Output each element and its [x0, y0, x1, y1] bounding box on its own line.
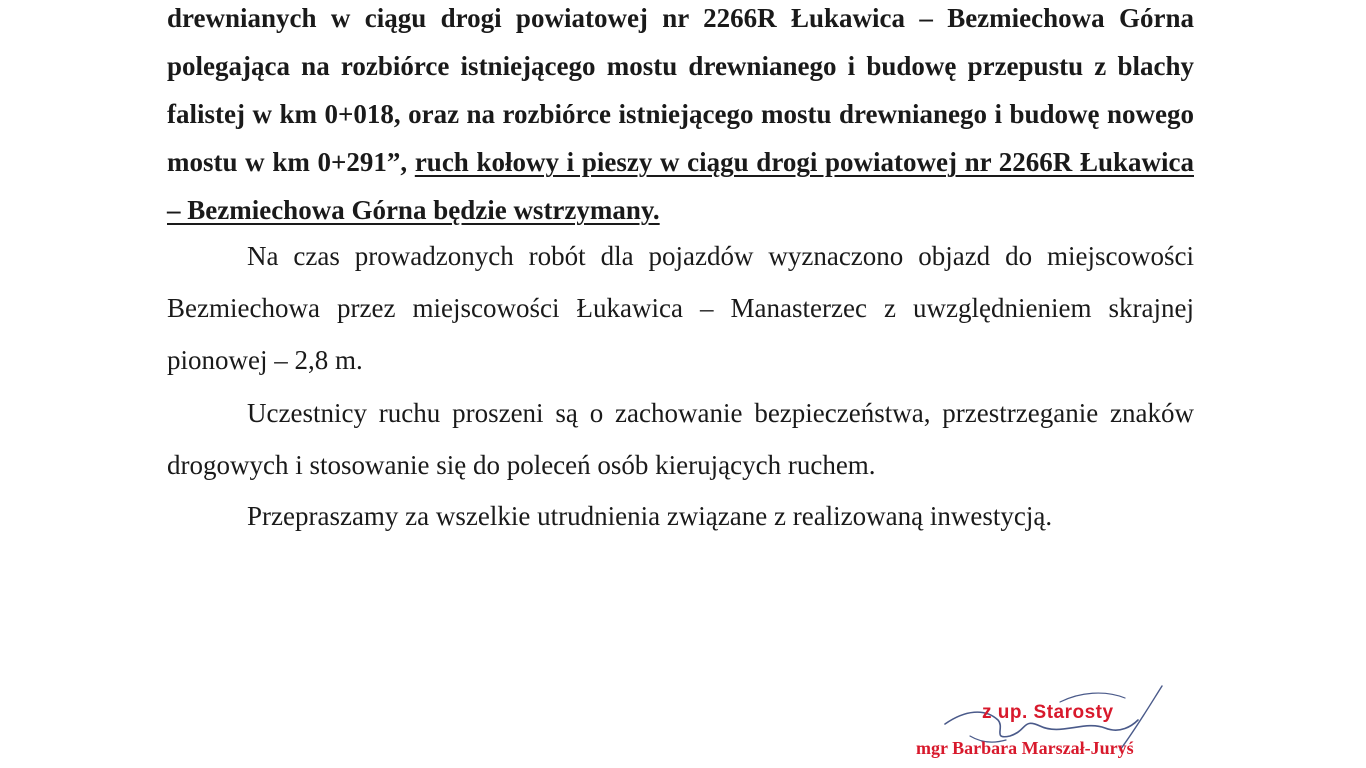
bold-paragraph-underlined-text: ruch kołowy i pieszy w ciągu drogi powiatowej nr 2266R Łukawica – Bezmiechowa Górna będzie wstrzymany.	[167, 147, 1194, 225]
official-stamp	[910, 680, 1170, 768]
detour-paragraph: Na czas prowadzonych robót dla pojazdów wyznaczono objazd do miejscowości Bezmiechowa przez miejscowości Łukawica – Manasterzec z uwzględnieniem skrajnej pionowej – 2,8 m.	[167, 241, 1194, 375]
stamp-name-line: mgr Barbara Marszał-Juryś	[916, 738, 1134, 758]
safety-paragraph: Uczestnicy ruchu proszeni są o zachowanie bezpieczeństwa, przestrzeganie znaków drogowych i stosowanie się do poleceń osób kierujących ruchem.	[167, 398, 1194, 480]
bold-paragraph	[167, 0, 1194, 234]
apology-paragraph: Przepraszamy za wszelkie utrudnienia związane z realizowaną inwestycją.	[247, 501, 1053, 531]
bold-paragraph-text: drewnianych w ciągu drogi powiatowej nr 2266R Łukawica – Bezmiechowa Górna polegająca na rozbiórce istniejącego mostu drewnianego i budowę przepustu z blachy falistej w km 0+018, oraz na rozbiórce istniejącego mostu drewnianego i budowę nowego mostu w km 0+291”,	[167, 3, 1194, 177]
stamp-authority-line: z up. Starosty	[982, 702, 1114, 723]
